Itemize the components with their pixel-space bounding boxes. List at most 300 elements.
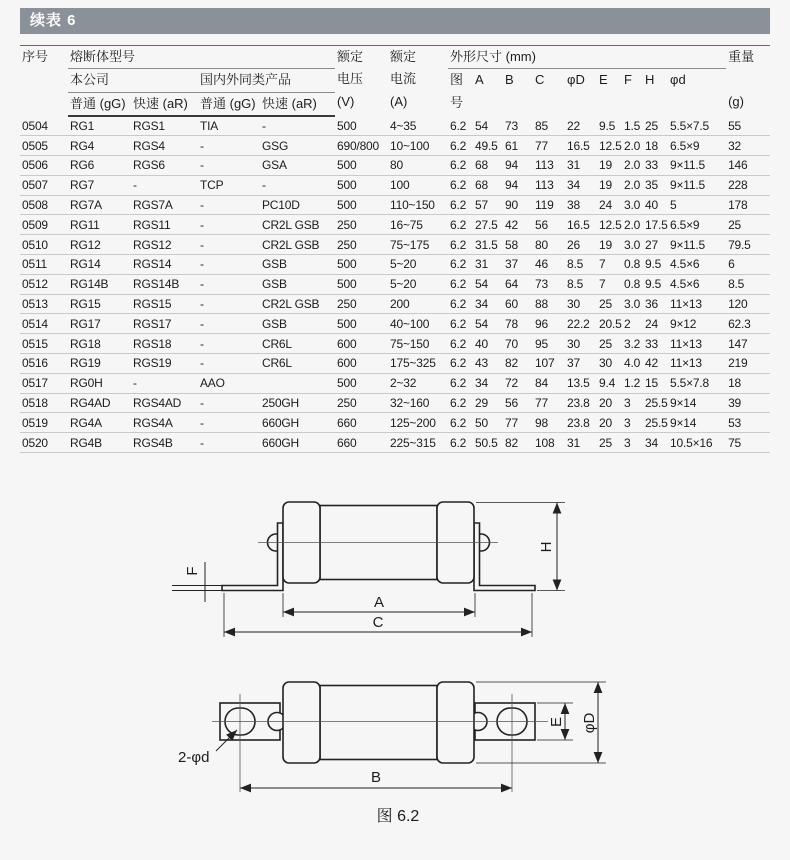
cell: 31	[473, 254, 503, 274]
cell: 9×14	[668, 413, 726, 433]
cell: 107	[533, 353, 565, 373]
cell: 20.5	[597, 314, 622, 334]
cell: 31.5	[473, 235, 503, 255]
cell: 49.5	[473, 136, 503, 156]
cell: 113	[533, 155, 565, 175]
cell: 56	[503, 393, 533, 413]
cell: 6.2	[448, 155, 473, 175]
cell: 113	[533, 175, 565, 195]
cell: -	[260, 116, 335, 136]
cell: 78	[503, 314, 533, 334]
cell: -	[198, 274, 260, 294]
cell: 147	[726, 334, 770, 354]
cell: 500	[335, 373, 388, 393]
cell: RGS1	[131, 116, 198, 136]
cell: 54	[473, 116, 503, 136]
cell: 75~175	[388, 235, 448, 255]
cell: 40~100	[388, 314, 448, 334]
dim-label-f: F	[184, 566, 201, 576]
cell: 50	[473, 413, 503, 433]
cell: 18	[726, 373, 770, 393]
cell: 11×13	[668, 334, 726, 354]
cell: 32~160	[388, 393, 448, 413]
cell: 31	[565, 433, 597, 453]
cell: RG7A	[68, 195, 131, 215]
cell: RG4B	[68, 433, 131, 453]
cell: RGS15	[131, 294, 198, 314]
cell: 6.2	[448, 215, 473, 235]
fuse-side-view	[222, 502, 535, 591]
cell: 6.2	[448, 413, 473, 433]
section-title: 续表 6	[30, 12, 77, 29]
cell: 9×12	[668, 314, 726, 334]
cell: 3.2	[622, 334, 643, 354]
cell: TCP	[198, 175, 260, 195]
cell: 16.5	[565, 136, 597, 156]
cell: 68	[473, 155, 503, 175]
cell: 225~315	[388, 433, 448, 453]
cell: 12.5	[597, 215, 622, 235]
cell: -	[198, 353, 260, 373]
cell: 8.5	[565, 254, 597, 274]
section-title-bar	[20, 8, 770, 34]
cell: 500	[335, 155, 388, 175]
cell: RGS17	[131, 314, 198, 334]
cell: 22	[565, 116, 597, 136]
cell: RG14B	[68, 274, 131, 294]
cell: 0520	[20, 433, 68, 453]
cell: 125~200	[388, 413, 448, 433]
cell: 250	[335, 393, 388, 413]
cell: 219	[726, 353, 770, 373]
table-row	[20, 136, 770, 156]
cell: 70	[503, 334, 533, 354]
header-gg-company: 普通 (gG)	[68, 92, 131, 116]
cell: 2	[622, 314, 643, 334]
cell: 0507	[20, 175, 68, 195]
cell: 50.5	[473, 433, 503, 453]
cell: TIA	[198, 116, 260, 136]
table-row	[20, 413, 770, 433]
cell: 2~32	[388, 373, 448, 393]
cell: 6.2	[448, 235, 473, 255]
cell: 40	[643, 195, 668, 215]
cell: 2.0	[622, 175, 643, 195]
table-body	[20, 116, 770, 453]
cell: RG4A	[68, 413, 131, 433]
cell: 5.5×7.5	[668, 116, 726, 136]
cell: RG17	[68, 314, 131, 334]
header-dim-phiD: φD	[567, 72, 585, 88]
cell: 32	[726, 136, 770, 156]
cell: 55	[726, 116, 770, 136]
cell: 25.5	[643, 393, 668, 413]
cell: 30	[597, 353, 622, 373]
cell: RG19	[68, 353, 131, 373]
cell: 600	[335, 353, 388, 373]
cell: 4.5×6	[668, 254, 726, 274]
cell: -	[131, 373, 198, 393]
cell: 660	[335, 413, 388, 433]
cell: RGS12	[131, 235, 198, 255]
cell: -	[198, 314, 260, 334]
cell: 0515	[20, 334, 68, 354]
cell: 6.2	[448, 334, 473, 354]
cell: GSG	[260, 136, 335, 156]
cell: 175~325	[388, 353, 448, 373]
cell: CR6L	[260, 334, 335, 354]
cell: 250	[335, 215, 388, 235]
cell: 5	[668, 195, 726, 215]
cell: 46	[533, 254, 565, 274]
cell: 2.0	[622, 215, 643, 235]
cell: 60	[503, 294, 533, 314]
cell: 11×13	[668, 294, 726, 314]
cell: 2.0	[622, 136, 643, 156]
cell: 0517	[20, 373, 68, 393]
cell: 31	[565, 155, 597, 175]
cell: RGS6	[131, 155, 198, 175]
cell: -	[198, 254, 260, 274]
cell: 16.5	[565, 215, 597, 235]
cell: 25.5	[643, 413, 668, 433]
header-dim-phid: φd	[670, 72, 686, 88]
dim-label-a: A	[373, 594, 385, 611]
cell: -	[198, 294, 260, 314]
cell: 0504	[20, 116, 68, 136]
cell: 43	[473, 353, 503, 373]
cell: 20	[597, 413, 622, 433]
fuse-cap-right	[437, 682, 474, 763]
cell: 108	[533, 433, 565, 453]
cell: 660	[335, 433, 388, 453]
cell: 0509	[20, 215, 68, 235]
header-dim-f: F	[624, 72, 632, 88]
cell: RG6	[68, 155, 131, 175]
cell: 3.0	[622, 294, 643, 314]
cell: 3	[622, 413, 643, 433]
cell: 24	[643, 314, 668, 334]
cell: 39	[726, 393, 770, 413]
cell: 500	[335, 274, 388, 294]
cell: RG4	[68, 136, 131, 156]
cell: 33	[643, 155, 668, 175]
cell: 3	[622, 433, 643, 453]
cell: -	[198, 413, 260, 433]
cell: 3.0	[622, 235, 643, 255]
cell: 54	[473, 314, 503, 334]
table-row	[20, 353, 770, 373]
cell: GSB	[260, 254, 335, 274]
cell: 36	[643, 294, 668, 314]
cell: 9×11.5	[668, 235, 726, 255]
cell: RG15	[68, 294, 131, 314]
cell: 9.5	[643, 254, 668, 274]
cell: 500	[335, 175, 388, 195]
cell: 34	[643, 433, 668, 453]
fuse-tube	[320, 686, 437, 760]
header-dims-group: 外形尺寸 (mm)	[448, 46, 726, 69]
cell: 26	[565, 235, 597, 255]
cell: RGS14	[131, 254, 198, 274]
cell: 57	[473, 195, 503, 215]
cell: CR2L GSB	[260, 215, 335, 235]
cell: 0.8	[622, 254, 643, 274]
cell: 500	[335, 314, 388, 334]
cell: 29	[473, 393, 503, 413]
cell: 98	[533, 413, 565, 433]
cell: 25	[643, 116, 668, 136]
cell: 6.2	[448, 314, 473, 334]
header-model-group: 熔断体型号	[68, 46, 335, 69]
header-dim-c: C	[535, 72, 545, 88]
header-company: 本公司	[68, 69, 198, 92]
header-dim-h: H	[645, 72, 655, 88]
cell: RGS7A	[131, 195, 198, 215]
cell: 9.4	[597, 373, 622, 393]
cell: 88	[533, 294, 565, 314]
cell: 19	[597, 235, 622, 255]
cell: 0519	[20, 413, 68, 433]
cell: RGS4	[131, 136, 198, 156]
header-voltage: 额定 电压 (V)	[337, 49, 364, 109]
cell: 5~20	[388, 274, 448, 294]
cell: 500	[335, 195, 388, 215]
cell: 68	[473, 175, 503, 195]
cell: 33	[643, 334, 668, 354]
cell: 23.8	[565, 413, 597, 433]
cell: 25	[597, 334, 622, 354]
cell: RG1	[68, 116, 131, 136]
cell: -	[198, 433, 260, 453]
right-bracket	[474, 523, 535, 591]
cell: 250	[335, 235, 388, 255]
cell: -	[198, 235, 260, 255]
cell: 30	[565, 334, 597, 354]
cell: 18	[643, 136, 668, 156]
cell: 11×13	[668, 353, 726, 373]
cell: 20	[597, 393, 622, 413]
cell: -	[198, 334, 260, 354]
cell: 27.5	[473, 215, 503, 235]
dim-label-2phid: 2-φd	[178, 749, 210, 766]
table-row	[20, 334, 770, 354]
fuse-cap-left	[283, 682, 320, 763]
cell: 19	[597, 155, 622, 175]
cell: AAO	[198, 373, 260, 393]
cell: 79.5	[726, 235, 770, 255]
dim-label-c: C	[372, 614, 384, 631]
cell: 0511	[20, 254, 68, 274]
cell: 61	[503, 136, 533, 156]
dim-label-phiD: φD	[581, 712, 598, 734]
header-dim-b: B	[505, 72, 514, 88]
cell: 16~75	[388, 215, 448, 235]
dim-label-h: H	[538, 541, 555, 553]
cell: 6.2	[448, 195, 473, 215]
cell: 25	[597, 433, 622, 453]
cell: 82	[503, 353, 533, 373]
cell: 4.5×6	[668, 274, 726, 294]
cell: 96	[533, 314, 565, 334]
cell: 75	[726, 433, 770, 453]
cell: 90	[503, 195, 533, 215]
cell: 0516	[20, 353, 68, 373]
cell: RGS19	[131, 353, 198, 373]
cell: 7	[597, 274, 622, 294]
cell: 1.5	[622, 116, 643, 136]
cell: RGS4A	[131, 413, 198, 433]
cell: 0513	[20, 294, 68, 314]
cell: 62.3	[726, 314, 770, 334]
table-row	[20, 195, 770, 215]
cell: 6.2	[448, 274, 473, 294]
cell: 34	[565, 175, 597, 195]
cell: 56	[533, 215, 565, 235]
figure-caption: 图 6.2	[376, 808, 420, 825]
cell: GSA	[260, 155, 335, 175]
cell: 13.5	[565, 373, 597, 393]
cell: 77	[503, 413, 533, 433]
cell: RGS18	[131, 334, 198, 354]
header-current: 额定 电流 (A)	[390, 49, 417, 109]
table-row	[20, 274, 770, 294]
cell: 6.2	[448, 353, 473, 373]
header-similar-products: 国内外同类产品	[198, 69, 335, 92]
cell: 10~100	[388, 136, 448, 156]
cell: 500	[335, 254, 388, 274]
header-dim-a: A	[475, 72, 484, 88]
table-row	[20, 393, 770, 413]
cell: 100	[388, 175, 448, 195]
cell: 9×11.5	[668, 155, 726, 175]
cell: 19	[597, 175, 622, 195]
table-row	[20, 175, 770, 195]
cell: 690/800	[335, 136, 388, 156]
cell: -	[198, 195, 260, 215]
cell: -	[260, 175, 335, 195]
cell: 84	[533, 373, 565, 393]
fuse-dimension-diagram	[20, 470, 770, 855]
cell: 6	[726, 254, 770, 274]
cell: 110~150	[388, 195, 448, 215]
cell: 660GH	[260, 413, 335, 433]
cell: 35	[643, 175, 668, 195]
cell: 75~150	[388, 334, 448, 354]
cell: 34	[473, 294, 503, 314]
cell: 15	[643, 373, 668, 393]
cell: RG14	[68, 254, 131, 274]
header-dim-e: E	[599, 72, 608, 88]
cell: 95	[533, 334, 565, 354]
table-row	[20, 254, 770, 274]
cell: 30	[565, 294, 597, 314]
cell: 9×14	[668, 393, 726, 413]
header-gg-similar: 普通 (gG)	[198, 92, 260, 116]
cell: GSB	[260, 314, 335, 334]
cell: 6.2	[448, 254, 473, 274]
cell: 0.8	[622, 274, 643, 294]
cell: 6.5×9	[668, 215, 726, 235]
cell: -	[198, 215, 260, 235]
cell: 12.5	[597, 136, 622, 156]
table-row	[20, 373, 770, 393]
cell: 22.2	[565, 314, 597, 334]
cell: 600	[335, 334, 388, 354]
cell: -	[198, 393, 260, 413]
fuse-spec-table	[20, 45, 770, 453]
cell: 25	[597, 294, 622, 314]
cell: 9.5	[597, 116, 622, 136]
cell: 34	[473, 373, 503, 393]
cell: 24	[597, 195, 622, 215]
cell: 58	[503, 235, 533, 255]
cell: -	[198, 136, 260, 156]
cell: CR6L	[260, 353, 335, 373]
cell: 2.0	[622, 155, 643, 175]
cell: 5.5×7.8	[668, 373, 726, 393]
cell: 6.2	[448, 373, 473, 393]
cell: 119	[533, 195, 565, 215]
cell: 8.5	[565, 274, 597, 294]
cell: RGS14B	[131, 274, 198, 294]
cell: 53	[726, 413, 770, 433]
cell: RG0H	[68, 373, 131, 393]
cell: 42	[643, 353, 668, 373]
cell: 37	[565, 353, 597, 373]
cell: 228	[726, 175, 770, 195]
cell: 73	[533, 274, 565, 294]
cell: 37	[503, 254, 533, 274]
cell	[260, 373, 335, 393]
cell: 6.5×9	[668, 136, 726, 156]
cell: 54	[473, 274, 503, 294]
cell: -	[198, 155, 260, 175]
cell: RGS11	[131, 215, 198, 235]
dim-label-b: B	[370, 769, 382, 786]
cell: 6.2	[448, 393, 473, 413]
table-row	[20, 155, 770, 175]
cell: 80	[533, 235, 565, 255]
cell: GSB	[260, 274, 335, 294]
cell: RG11	[68, 215, 131, 235]
cell: 200	[388, 294, 448, 314]
cell: 64	[503, 274, 533, 294]
cell: 85	[533, 116, 565, 136]
header-weight: 重量 (g)	[728, 49, 755, 109]
cell: 0514	[20, 314, 68, 334]
cell: 17.5	[643, 215, 668, 235]
cell: -	[131, 175, 198, 195]
table-header	[20, 46, 770, 116]
cell: 10.5×16	[668, 433, 726, 453]
cell: 77	[533, 393, 565, 413]
cell: 72	[503, 373, 533, 393]
cell: 660GH	[260, 433, 335, 453]
cell: 3.0	[622, 195, 643, 215]
table-row	[20, 116, 770, 136]
cell: 146	[726, 155, 770, 175]
cell: 38	[565, 195, 597, 215]
table-row	[20, 314, 770, 334]
cell: 0518	[20, 393, 68, 413]
cell: 500	[335, 116, 388, 136]
cell: RG18	[68, 334, 131, 354]
cell: RG4AD	[68, 393, 131, 413]
cell: 7	[597, 254, 622, 274]
cell: 0510	[20, 235, 68, 255]
header-serial: 序号	[22, 49, 49, 64]
